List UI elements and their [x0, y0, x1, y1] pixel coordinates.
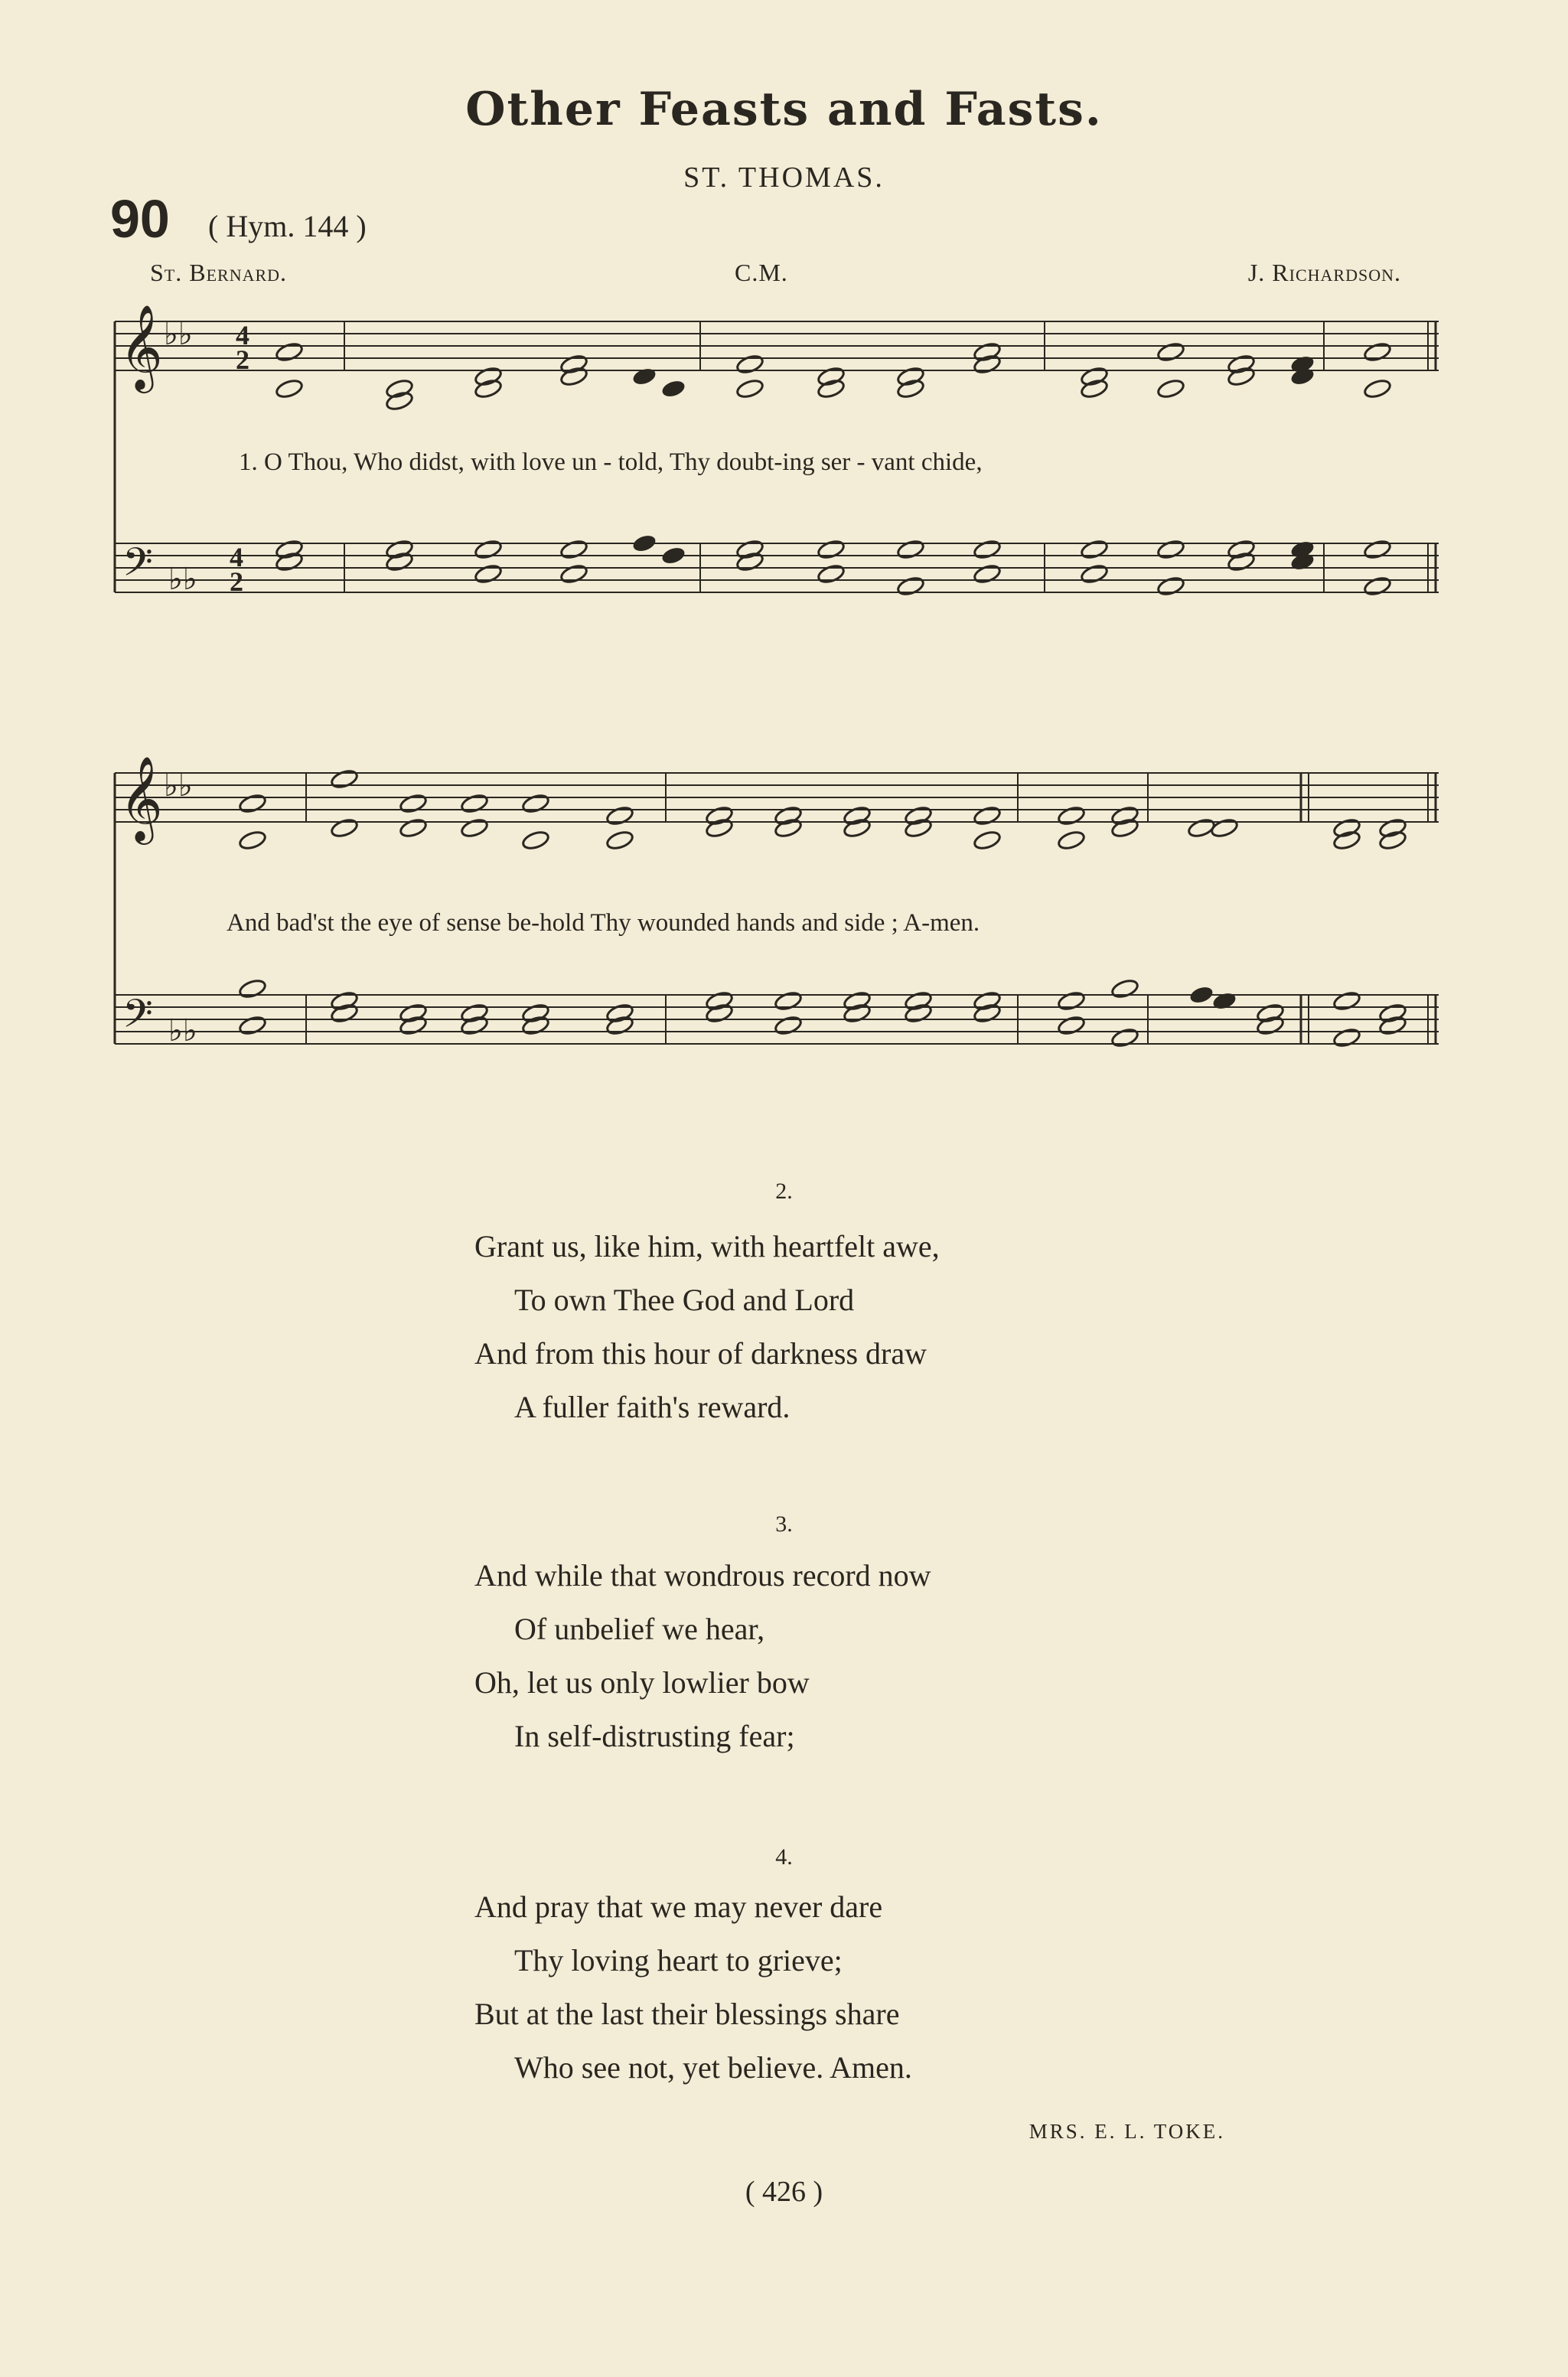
treble-staff-1 — [115, 304, 1439, 412]
verse-3-line-2: Of unbelief we hear, — [514, 1612, 765, 1646]
composer: J. Richardson. — [1247, 259, 1401, 286]
meter: C.M. — [735, 259, 788, 286]
verse-4-line-4: Who see not, yet believe. Amen. — [514, 2050, 912, 2085]
verse-4-line-3: But at the last their blessings share — [474, 1997, 900, 2031]
verse-number-3: 3. — [775, 1511, 793, 1537]
section-title: Other Feasts and Fasts. — [465, 83, 1103, 136]
bass-notes-1 — [275, 533, 1392, 597]
hymn-reference: ( Hym. 144 ) — [208, 209, 367, 243]
verse-4-line-2: Thy loving heart to grieve; — [514, 1943, 843, 1978]
verse-number-4: 4. — [775, 1844, 793, 1870]
bass-notes-2 — [238, 978, 1407, 1049]
flat-icon: ♭♭ — [168, 562, 197, 597]
flat-icon: ♭♭ — [164, 317, 193, 352]
verse-4-line-1: And pray that we may never dare — [474, 1890, 883, 1924]
page-number: ( 426 ) — [745, 2176, 823, 2208]
bass-staff-1 — [115, 533, 1439, 597]
verse-2-line-1: Grant us, like him, with heartfelt awe, — [474, 1229, 940, 1263]
tune-name: St. Bernard. — [150, 259, 288, 286]
tune-title: ST. THOMAS. — [683, 161, 885, 194]
flat-icon: ♭♭ — [168, 1013, 197, 1048]
system-2 — [115, 755, 1439, 1048]
music-notation — [0, 0, 1568, 1110]
bass-clef-icon: 𝄢 — [122, 539, 153, 595]
time-signature-lower: 2 — [230, 566, 243, 597]
flat-icon: ♭♭ — [164, 768, 193, 804]
verse-3-line-4: In self-distrusting fear; — [514, 1719, 795, 1753]
time-signature: 4 — [236, 320, 249, 351]
hymn-number: 90 — [110, 189, 170, 249]
bass-staff-2 — [115, 978, 1439, 1049]
verse-3-line-3: Oh, let us only lowlier bow — [474, 1665, 810, 1700]
lyric-line-1: 1. O Thou, Who didst, with love un - told, Thy doubt-ing ser - vant chide, — [239, 448, 983, 476]
treble-notes-1 — [275, 341, 1392, 412]
verse-2-line-2: To own Thee God and Lord — [514, 1283, 855, 1317]
verse-2-line-4: A fuller faith's reward. — [514, 1390, 791, 1424]
verse-number-2: 2. — [775, 1179, 793, 1204]
treble-staff-2 — [115, 755, 1439, 851]
verse-3-line-1: And while that wondrous record now — [474, 1558, 931, 1593]
treble-clef-icon: 𝄞 — [119, 304, 163, 390]
verse-2-line-3: And from this hour of darkness draw — [474, 1336, 927, 1371]
time-signature-lower: 2 — [236, 344, 249, 375]
hymn-author: MRS. E. L. TOKE. — [1028, 2120, 1225, 2143]
lyric-line-2: And bad'st the eye of sense be-hold Thy wounded hands and side ; A-men. — [227, 909, 980, 937]
treble-clef-icon: 𝄞 — [119, 755, 163, 841]
bass-clef-icon: 𝄢 — [122, 990, 153, 1046]
time-signature: 4 — [230, 542, 243, 572]
